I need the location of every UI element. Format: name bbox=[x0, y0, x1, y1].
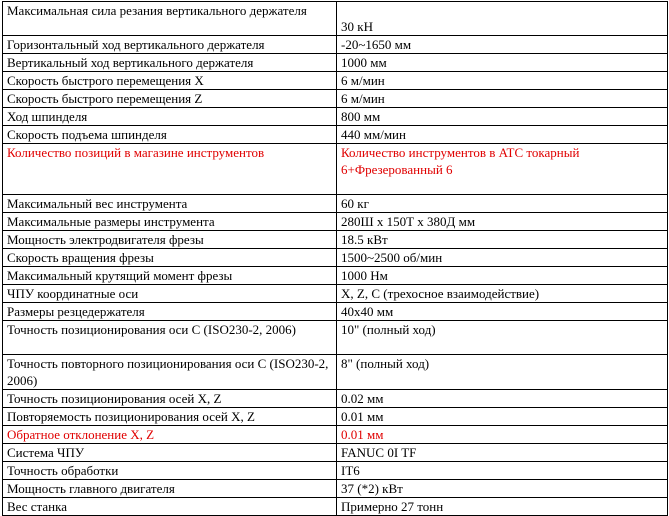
specifications-body bbox=[3, 2, 668, 516]
value-cell: Количество инструментов в ATC токарный 6+Фрезерованный 6 bbox=[337, 144, 668, 195]
param-cell: Точность позиционирования осей X, Z bbox=[3, 390, 337, 408]
value-cell: 0.01 мм bbox=[337, 426, 668, 444]
param-cell: Скорость быстрого перемещения X bbox=[3, 72, 337, 90]
table-row bbox=[3, 108, 668, 126]
table-row bbox=[3, 36, 668, 54]
table-row bbox=[3, 249, 668, 267]
value-cell: 10" (полный ход) bbox=[337, 321, 668, 355]
param-cell: Вертикальный ход вертикального держателя bbox=[3, 54, 337, 72]
param-cell: Повторяемость позиционирования осей X, Z bbox=[3, 408, 337, 426]
param-cell: Точность повторного позиционирования оси C (ISO230-2, 2006) bbox=[3, 355, 337, 390]
table-row bbox=[3, 408, 668, 426]
table-row bbox=[3, 195, 668, 213]
value-cell: 800 мм bbox=[337, 108, 668, 126]
param-cell: Максимальные размеры инструмента bbox=[3, 213, 337, 231]
table-row bbox=[3, 462, 668, 480]
param-cell: Горизонтальный ход вертикального держателя bbox=[3, 36, 337, 54]
value-cell: 0.02 мм bbox=[337, 390, 668, 408]
value-cell: IT6 bbox=[337, 462, 668, 480]
table-row bbox=[3, 480, 668, 498]
value-cell: 0.01 мм bbox=[337, 408, 668, 426]
param-cell: Скорость быстрого перемещения Z bbox=[3, 90, 337, 108]
table-row bbox=[3, 285, 668, 303]
table-row-highlighted bbox=[3, 426, 668, 444]
value-cell: 1000 мм bbox=[337, 54, 668, 72]
param-cell: Максимальный вес инструмента bbox=[3, 195, 337, 213]
param-cell: Размеры резцедержателя bbox=[3, 303, 337, 321]
value-cell: 40x40 мм bbox=[337, 303, 668, 321]
param-cell: Скорость подъема шпинделя bbox=[3, 126, 337, 144]
param-cell: Обратное отклонение X, Z bbox=[3, 426, 337, 444]
value-cell: 60 кг bbox=[337, 195, 668, 213]
table-row bbox=[3, 267, 668, 285]
value-cell bbox=[337, 2, 668, 36]
value-cell: -20~1650 мм bbox=[337, 36, 668, 54]
param-cell: Количество позиций в магазине инструментов bbox=[3, 144, 337, 195]
value-cell: 37 (*2) кВт bbox=[337, 480, 668, 498]
value-cell: 18.5 кВт bbox=[337, 231, 668, 249]
param-cell: Точность позиционирования оси C (ISO230-2, 2006) bbox=[3, 321, 337, 355]
value-cell: 8" (полный ход) bbox=[337, 355, 668, 390]
param-cell: Мощность электродвигателя фрезы bbox=[3, 231, 337, 249]
value-cell: 440 мм/мин bbox=[337, 126, 668, 144]
param-cell: Мощность главного двигателя bbox=[3, 480, 337, 498]
table-row bbox=[3, 54, 668, 72]
table-row bbox=[3, 90, 668, 108]
value-cell: 1000 Нм bbox=[337, 267, 668, 285]
param-cell: Максимальный крутящий момент фрезы bbox=[3, 267, 337, 285]
param-cell: Ход шпинделя bbox=[3, 108, 337, 126]
param-cell: Скорость вращения фрезы bbox=[3, 249, 337, 267]
table-row bbox=[3, 355, 668, 390]
table-row bbox=[3, 303, 668, 321]
value-cell: Примерно 27 тонн bbox=[337, 498, 668, 516]
table-row bbox=[3, 126, 668, 144]
table-row bbox=[3, 390, 668, 408]
table-row-highlighted bbox=[3, 144, 668, 195]
value-text: 30 кН bbox=[341, 19, 373, 34]
value-cell: X, Z, C (трехосное взаимодействие) bbox=[337, 285, 668, 303]
value-cell: 6 м/мин bbox=[337, 90, 668, 108]
table-row bbox=[3, 444, 668, 462]
table-row bbox=[3, 321, 668, 355]
table-row bbox=[3, 213, 668, 231]
table-row bbox=[3, 2, 668, 36]
param-cell: Точность обработки bbox=[3, 462, 337, 480]
param-cell: Вес станка bbox=[3, 498, 337, 516]
specifications-table bbox=[2, 1, 668, 516]
param-cell: Максимальная сила резания вертикального держателя bbox=[3, 2, 337, 36]
value-cell: FANUC 0I TF bbox=[337, 444, 668, 462]
value-cell: 6 м/мин bbox=[337, 72, 668, 90]
table-row bbox=[3, 231, 668, 249]
value-cell: 280Ш x 150Т x 380Д мм bbox=[337, 213, 668, 231]
param-cell: ЧПУ координатные оси bbox=[3, 285, 337, 303]
param-cell: Система ЧПУ bbox=[3, 444, 337, 462]
table-row bbox=[3, 72, 668, 90]
value-cell: 1500~2500 об/мин bbox=[337, 249, 668, 267]
